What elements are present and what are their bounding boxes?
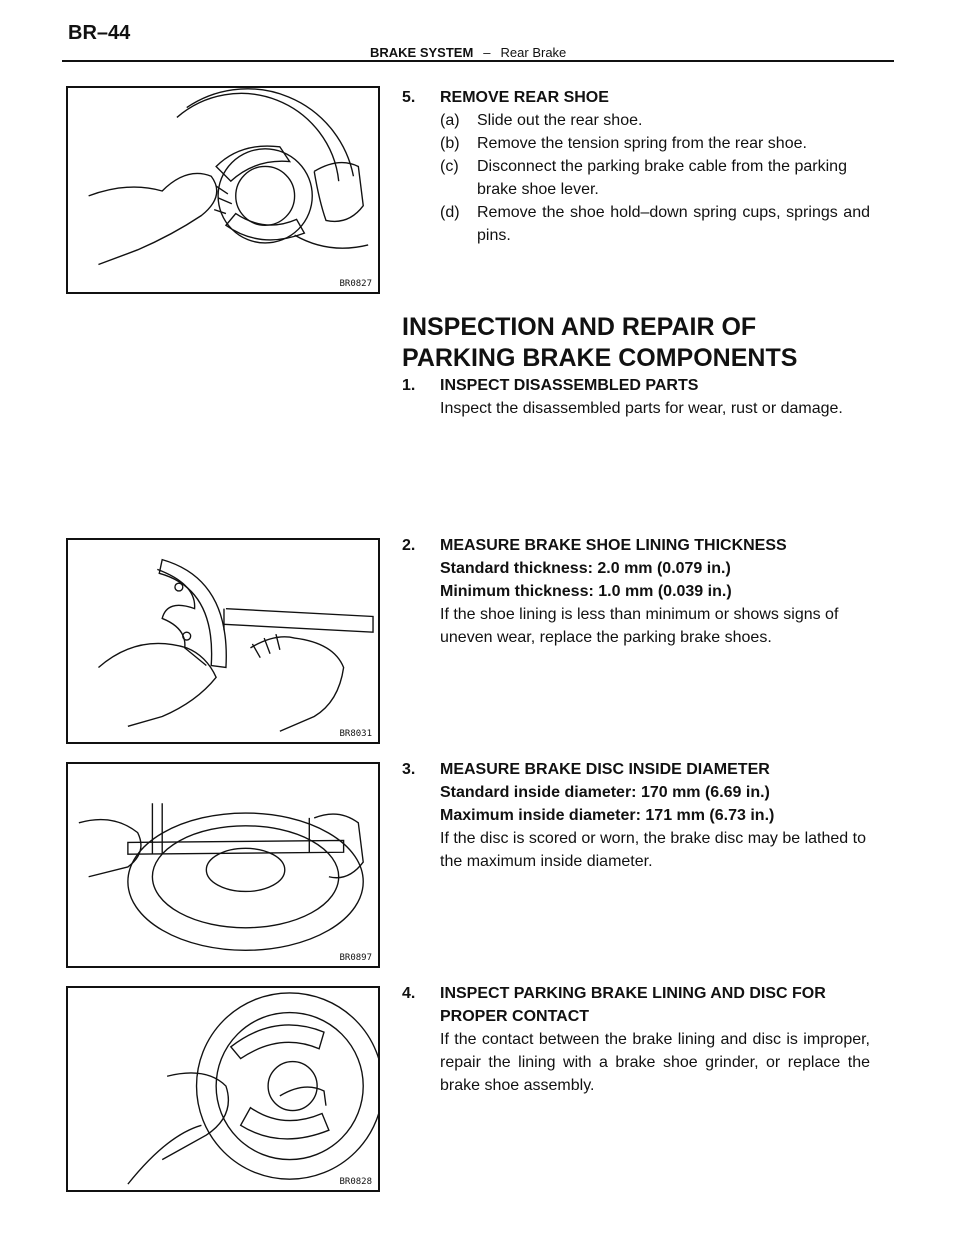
substep-label: (a)	[440, 112, 460, 129]
brake-assembly-hands-illustration	[68, 88, 378, 292]
figure-brake-assembly	[66, 86, 380, 294]
figure-disc-diameter	[66, 762, 380, 968]
section-title-line: PARKING BRAKE COMPONENTS	[402, 344, 798, 372]
step-heading	[402, 758, 870, 781]
figure-code: BR0827	[339, 279, 372, 289]
step-text: If the contact between the brake lining and disc is improper, repair the lining with a brake shoe grinder, or replace the brake shoe assembly.	[440, 1031, 870, 1094]
substep-text: Slide out the rear shoe.	[477, 112, 643, 129]
figure-shoe-lining	[66, 538, 380, 744]
figure-contact-check	[66, 986, 380, 1192]
step-heading	[402, 534, 870, 557]
step-3	[402, 758, 870, 873]
step-title: INSPECT DISASSEMBLED PARTS	[440, 377, 699, 394]
step-2	[402, 534, 870, 649]
figure-code: BR8031	[339, 729, 372, 739]
header-section: BRAKE SYSTEM	[370, 45, 474, 60]
spec-maximum: Maximum inside diameter: 171 mm (6.73 in.)	[440, 807, 775, 824]
page-number: BR–44	[68, 22, 131, 44]
step-title-cont: PROPER CONTACT	[440, 1008, 590, 1025]
substep	[402, 155, 870, 201]
step-number: 2.	[402, 537, 416, 554]
figure-code: BR0897	[339, 953, 372, 963]
step-4	[402, 982, 870, 1097]
step-text: If the shoe lining is less than minimum or shows signs of uneven wear, replace the parking brake shoes.	[440, 606, 839, 646]
spec-standard: Standard inside diameter: 170 mm (6.69 in.)	[440, 784, 770, 801]
substep-text: Remove the shoe hold–down spring cups, springs and pins.	[477, 204, 870, 244]
substep	[402, 201, 870, 247]
step-number: 3.	[402, 761, 416, 778]
running-header	[370, 45, 566, 60]
substep	[402, 109, 870, 132]
disc-caliper-measure-illustration	[68, 764, 378, 966]
step-heading	[402, 374, 870, 397]
step-text: Inspect the disassembled parts for wear, rust or damage.	[440, 400, 843, 417]
step-heading	[402, 86, 870, 109]
section-title-line: INSPECTION AND REPAIR OF	[402, 313, 757, 341]
step-number: 5.	[402, 89, 416, 106]
step-number: 1.	[402, 377, 416, 394]
figure-code: BR0828	[339, 1177, 372, 1187]
substep-label: (d)	[440, 204, 460, 221]
step-title: MEASURE BRAKE SHOE LINING THICKNESS	[440, 537, 787, 554]
substep-label: (c)	[440, 158, 459, 175]
substep	[402, 132, 870, 155]
spec-standard: Standard thickness: 2.0 mm (0.079 in.)	[440, 560, 731, 577]
substep-label: (b)	[440, 135, 460, 152]
spec-minimum: Minimum thickness: 1.0 mm (0.039 in.)	[440, 583, 732, 600]
step-title: REMOVE REAR SHOE	[440, 89, 609, 106]
step-title: MEASURE BRAKE DISC INSIDE DIAMETER	[440, 761, 770, 778]
step-text: If the disc is scored or worn, the brake disc may be lathed to the maximum inside diameter.	[440, 830, 866, 870]
substep-text: Disconnect the parking brake cable from the parking brake shoe lever.	[477, 158, 847, 198]
substep-text: Remove the tension spring from the rear shoe.	[477, 135, 807, 152]
shoe-lining-measure-illustration	[68, 540, 378, 742]
shoe-disc-contact-illustration	[68, 988, 378, 1190]
step-title: INSPECT PARKING BRAKE LINING AND DISC FOR	[440, 985, 826, 1002]
step-1	[402, 374, 870, 420]
header-subsection: Rear Brake	[500, 45, 567, 60]
step-heading	[402, 982, 870, 1005]
header-separator: –	[483, 45, 491, 60]
header-rule	[62, 60, 894, 62]
step-5	[402, 86, 870, 247]
step-number: 4.	[402, 985, 416, 1002]
section-title	[402, 312, 797, 374]
